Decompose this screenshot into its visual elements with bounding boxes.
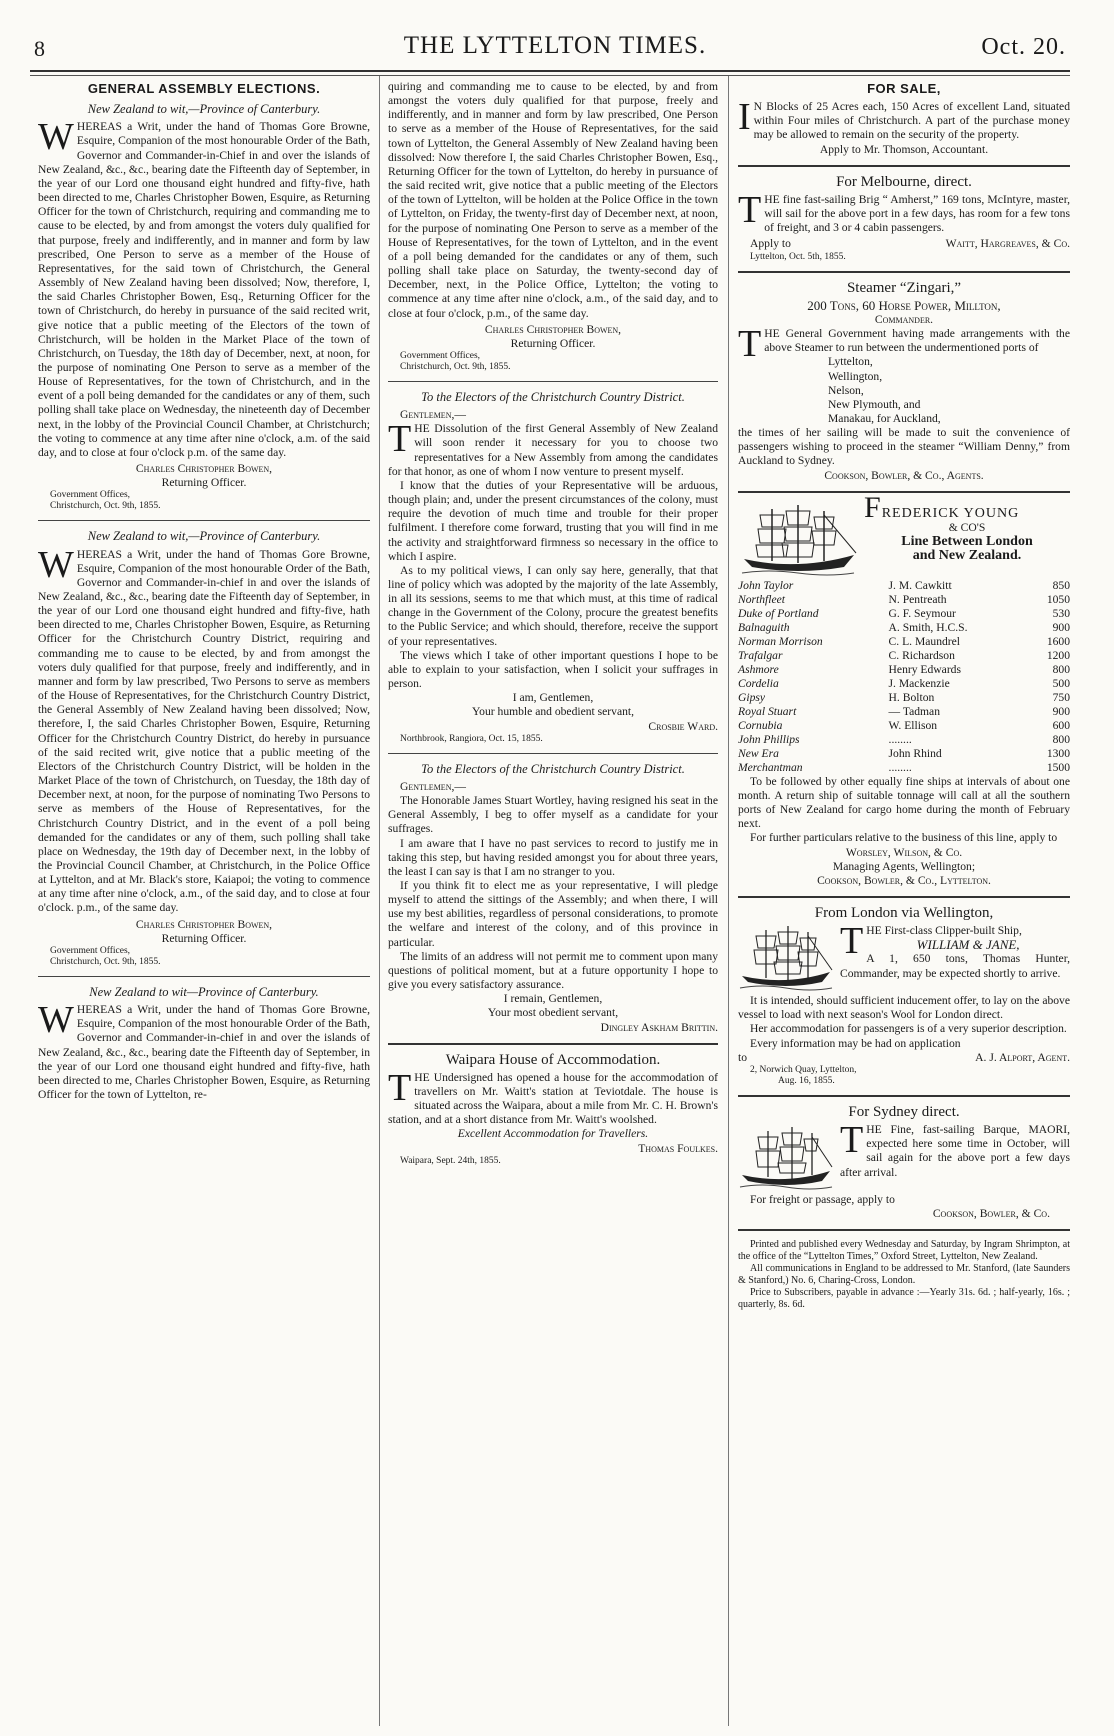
ad-body: N Blocks of 25 Acres each, 150 Acres of excellent Land, situated within Four miles of Christchurch. A part of the purchase money may be allowed to remain on the security of the property. — [753, 100, 1070, 142]
paragraph: For freight or passage, apply to — [750, 1193, 895, 1207]
table-row — [738, 719, 1070, 733]
ship-name: Northfleet — [738, 592, 786, 606]
ship-name: New Era — [738, 746, 779, 760]
ship-name: Duke of Portland — [738, 606, 819, 620]
ad-heading: For Melbourne, direct. — [836, 173, 972, 190]
closing: I remain, Gentlemen, — [503, 992, 603, 1006]
ship-master: J. M. Cawkitt — [888, 578, 952, 592]
divider — [738, 271, 1070, 273]
paragraph: For further particulars relative to the business of this line, apply to — [750, 831, 1058, 845]
ad-heading: REDERICK YOUNG — [881, 505, 1020, 521]
divider — [738, 491, 1070, 493]
paragraph: Her accommodation for passengers is of a very superior description. — [750, 1022, 1067, 1036]
ship-name: Gipsy — [738, 690, 766, 704]
ship-master: H. Bolton — [888, 690, 935, 704]
ship-list — [738, 579, 1070, 775]
drop-cap: T — [840, 920, 864, 963]
ad-sydney — [738, 1105, 1070, 1221]
column-divider — [379, 76, 380, 1726]
dateline: Northbrook, Rangiora, Oct. 15, 1855. — [400, 733, 543, 744]
table-row — [738, 747, 1070, 761]
paragraph: If you think fit to elect me as your representative, I will pledge myself to attend the sittings of the Assembly; and when there, I will use my best abilities, regardless of personal considerations, to promote the welfare and interest of the colony, and of this province in particular. — [388, 878, 718, 949]
notice-body: HEREAS a Writ, under the hand of Thomas Gore Browne, Esquire, Companion of the most honourable Order of the Bath, Governor and Commander-in-chief in and over the islands of New Zealand, &c., &c., bearing date the Fifteenth day of September, in the year of our Lord one thousand eight hundred and fifty-five, hath been directed to me, Charles Christopher Bowen, Esquire, as Returning Officer for the town of Lyttelton, re- — [38, 1003, 370, 1101]
paragraph: The Honorable James Stuart Wortley, having resigned his seat in the General Assembly, I beg to offer myself as a candidate for your suffrages. — [388, 794, 718, 836]
address-heading: To the Electors of the Christchurch Country District. — [421, 389, 685, 404]
ad-heading: and New Zealand. — [912, 548, 1022, 564]
ship-name: Trafalgar — [738, 648, 783, 662]
ship-tons: 500 — [1052, 676, 1070, 690]
ad-agents: Cookson, Bowler, & Co., Agents. — [824, 468, 984, 482]
ship-master: ........ — [888, 732, 912, 746]
ship-tons: 850 — [1052, 578, 1070, 592]
ship-master: ........ — [888, 760, 912, 774]
notice-subheading: New Zealand to wit,—Province of Canterbury. — [87, 102, 321, 117]
ad-body: HE Fine, fast-sailing Barque, MAORI, expected here some time in October, will sail again for the above port a few days after arrival. — [840, 1123, 1070, 1179]
table-row — [738, 579, 1070, 593]
ship-tons: 530 — [1052, 606, 1070, 620]
ship-master: C. Richardson — [888, 648, 955, 662]
table-row — [738, 733, 1070, 747]
paragraph: The limits of an address will not permit me to comment upon many questions of political moment, but at a future opportunity I hope to give you every satisfactory assurance. — [388, 949, 718, 992]
ad-body: HE fine fast-sailing Brig “ Amherst,” 169 tons, McIntyre, master, will sail for the above port in a few days, has room for a few tons of freight, and 3 or 4 cabin passengers. — [764, 192, 1070, 235]
dateline: Lyttelton, Oct. 5th, 1855. — [750, 251, 846, 262]
signature-title: Returning Officer. — [161, 476, 247, 490]
divider — [388, 753, 718, 754]
ad-body: HE General Government having made arrangements with the above Steamer to run between the undermentioned ports of — [764, 327, 1070, 355]
ship-name: Cornubia — [738, 718, 783, 732]
notice-lyttelton — [38, 985, 370, 1102]
table-row — [738, 761, 1070, 775]
ship-tons: 600 — [1052, 718, 1070, 732]
ship-tons: 1050 — [1046, 592, 1070, 606]
ad-body: HE Undersigned has opened a house for the accommodation of travellers on Mr. Waitt's station at Teviotdale. The house is situated across the Waipara, about a mile from Mr. C. H. Brown's station, and at a short distance from Mr. Waitt's woolshed. — [388, 1070, 718, 1127]
ship-master: G. F. Seymour — [888, 606, 956, 620]
ship-master: Henry Edwards — [888, 662, 961, 676]
address-brittin — [388, 762, 718, 1035]
closing: Your most obedient servant, — [487, 1006, 619, 1020]
sailing-ship-icon — [738, 501, 858, 579]
address-heading: To the Electors of the Christchurch Country District. — [421, 761, 685, 776]
closing: Your humble and obedient servant, — [471, 705, 635, 719]
ship-name: Balnaguith — [738, 620, 790, 634]
ship-master: C. L. Maundrel — [888, 634, 961, 648]
table-row — [738, 607, 1070, 621]
ad-body: HE First-class Clipper-built Ship, — [866, 924, 1022, 938]
drop-cap: W — [38, 116, 74, 159]
page-number: 8 — [34, 36, 45, 61]
signature-title: Returning Officer. — [510, 336, 596, 350]
table-row — [738, 691, 1070, 705]
paragraph: It is intended, should sufficient inducement offer, to lay on the above vessel to load with next season's Wool for London direct. — [738, 994, 1070, 1022]
notice-continuation: quiring and commanding me to cause to be elected, by and from amongst the voters duly qualified for that purpose, freely and indifferently, and in manner and form by law prescribed, One Person to serve as a member of the House of Representatives, for the said town of Lyttelton, the General Assembly of New Zealand having been dissolved: Now therefore I, the said Charles Christopher Bowen, Esq., Returning Officer for the town of Lyttelton, do hereby in pursuance of the said recited writ, give notice that a public meeting of the Electors of the town of Lyttelton, will be holden at the Police Office in the town of Lyttelton, on Friday, the twenty-first day of December next, at noon, for the purpose of nominating One Person to serve as a member of the House of Representatives, for the town of Lyttelton, and in the event of a poll being demanded for the candidates or any of them, such polling shall take place on Saturday, the twenty-second day of December, next, in the Police Office, Lyttelton; the voting to commence at any time after nine o'clock, a.m., of the said day, and to close at four o'clock, p.m., of the same day. — [388, 80, 718, 320]
ad-tagline: Excellent Accommodation for Travellers. — [457, 1127, 649, 1141]
ship-tons: 1200 — [1046, 648, 1070, 662]
salutation: Gentlemen,— — [400, 408, 466, 422]
agent-name: A. J. Alport, Agent. — [975, 1050, 1070, 1064]
signature-name: Charles Christopher Bowen, — [135, 462, 273, 476]
ship-master: John Rhind — [888, 746, 942, 760]
issue-date: Oct. 20. — [981, 34, 1066, 60]
port: New Plymouth, and — [828, 397, 921, 411]
salutation: Gentlemen,— — [400, 779, 466, 793]
drop-cap: I — [738, 96, 751, 139]
table-row — [738, 705, 1070, 719]
paragraph: The views which I take of other important questions I hope to be able to explain to your satisfaction, when I solicit your suffrages in person. — [388, 648, 718, 691]
sailing-ship-icon — [738, 924, 834, 994]
drop-cap: T — [388, 418, 412, 461]
signature-title: Returning Officer. — [161, 931, 247, 945]
agent-detail: Managing Agents, Wellington; — [832, 859, 976, 873]
port: Manakau, for Auckland, — [828, 411, 941, 425]
notice-body: HEREAS a Writ, under the hand of Thomas Gore Browne, Esquire, Companion of the most honourable Order of the Bath, Governor and Commander-in-chief in and over the islands of New Zealand, &c., &c., bearing date the Fifteenth day of September, in the year of our Lord one thousand eight hundred and fifty-five, hath been directed to me, Charles Christopher Bowen, Esquire, as Returning Officer for the Christchurch Country District, requiring and commanding me to cause to be elected, by and from amongst the voters duly qualified for that purpose, freely and indifferently, and in manner and form by law prescribed, Two Persons to serve as members of the House of Representatives, for the Christchurch Country District, the General Assembly of New Zealand having been dissolved; Now, therefore, I, the said Charles Christopher Bowen, Esquire, Returning Officer for the Christchurch Country District, do hereby in pursuance of the said recited writ, give notice that a public meeting of the Electors of the Christchurch Country District, will be holden in the Market Place of the town of Christchurch, on Tuesday, the 18th day of December next, at noon, for the purpose of nominating Two Persons to serve as members of the House of Representatives, for the Christchurch Country District, and in the event of a poll being demanded for the candidates or any of them, such polling shall take place on Wednesday, the 19th day of December next, in the lobby of the Provincial Council Chamber, at Christchurch, in the Police Office at Lyttelton, and at Mr. Black's store, Kaiapoi; the voting to commence at any time after nine o'clock, a.m., of the said day, and to close at four o'clock. p.m., of the same day. — [38, 547, 370, 915]
port: Wellington, — [828, 369, 883, 383]
ad-heading: Line Between London — [901, 534, 1033, 550]
drop-cap: T — [388, 1066, 412, 1109]
table-row — [738, 635, 1070, 649]
ship-tons: 1500 — [1046, 760, 1070, 774]
paragraph: I am aware that I have no past services to record to justify me in taking this step, but having resided amongst you for about three years, the least I can say is that I am no stranger to you. — [388, 836, 718, 878]
printer-imprint — [738, 1239, 1070, 1311]
ad-heading: Waipara House of Accommodation. — [445, 1051, 661, 1068]
ad-waipara — [388, 1053, 718, 1167]
dateline-date: Christchurch, Oct. 9th, 1855. — [50, 501, 161, 512]
ad-william-jane — [738, 906, 1070, 1087]
dateline-place: Government Offices, — [400, 350, 481, 361]
divider — [38, 976, 370, 977]
ad-zingari — [738, 281, 1070, 483]
ship-name: Norman Morrison — [738, 634, 823, 648]
ad-body: the times of her sailing will be made to suit the convenience of passengers wishing to proceed in the steamer “William Denny,” from Auckland to Sydney. — [738, 426, 1070, 468]
ship-name: John Taylor — [738, 578, 794, 592]
paragraph: As to my political views, I can only say here, generally, that that line of policy which was adopted by the majority of the late Assembly, in all its sessions, seems to me that which must, at this time of radical change in the Government of the Colony, procure the greatest benefits to the Public Service; and which should, therefore, receive the support of your representatives. — [388, 563, 718, 648]
signature-name: Charles Christopher Bowen, — [135, 917, 273, 931]
ad-heading: From London via Wellington, — [814, 905, 994, 921]
paragraph: Every information may be had on application — [750, 1036, 961, 1050]
ad-melbourne — [738, 175, 1070, 263]
port: Lyttelton, — [828, 355, 873, 369]
paragraph: I know that the duties of your Representative will be arduous, though plain; and, under the present circumstances of the colony, must require the devotion of much time and trouble for their proper fulfilment. I therefore come forward, trusting that you will find in me the activity and straightforward firmness so necessary in the office to which I aspire. — [388, 478, 718, 563]
dateline-place: Government Offices, — [50, 945, 131, 956]
divider — [738, 165, 1070, 167]
ad-heading: & CO'S — [948, 520, 986, 534]
divider — [38, 520, 370, 521]
author-name: Crosbie Ward. — [648, 719, 718, 733]
dateline-date: Christchurch, Oct. 9th, 1855. — [400, 361, 511, 372]
ship-tons: 900 — [1052, 704, 1070, 718]
ship-name: Merchantman — [738, 760, 803, 774]
divider — [738, 1229, 1070, 1231]
ad-frederick-young — [738, 490, 1070, 888]
dateline: 2, Norwich Quay, Lyttelton, — [750, 1064, 857, 1075]
table-row — [738, 649, 1070, 663]
ship-tons: 750 — [1052, 690, 1070, 704]
ad-body: A 1, 650 tons, Thomas Hunter, Commander, may be expected shortly to arrive. — [840, 952, 1070, 980]
imprint-line: Printed and published every Wednesday and Saturday, by Ingram Shrimpton, at the office of the “Lyttelton Times,” Oxford Street, Lyttelton, New Zealand. — [738, 1239, 1070, 1263]
divider — [388, 381, 718, 382]
drop-cap: F — [864, 490, 882, 524]
column-1 — [38, 80, 370, 1102]
table-row — [738, 663, 1070, 677]
ad-apply: Apply to Mr. Thomson, Accountant. — [819, 142, 989, 156]
ship-tons: 1600 — [1046, 634, 1070, 648]
table-row — [738, 593, 1070, 607]
ship-tons: 800 — [1052, 662, 1070, 676]
newspaper-title: THE LYTTELTON TIMES. — [403, 32, 707, 59]
imprint-line: Price to Subscribers, payable in advance :—Yearly 31s. 6d. ; half-yearly, 16s. ; quarterly, 8s. 6d. — [738, 1287, 1070, 1311]
apply-label: to — [738, 1050, 748, 1064]
divider — [388, 1043, 718, 1045]
divider — [738, 1095, 1070, 1097]
ship-tons: 1300 — [1046, 746, 1070, 760]
agent-name: Worsley, Wilson, & Co. — [845, 845, 963, 859]
column-2 — [388, 80, 718, 1167]
dateline-place: Government Offices, — [50, 490, 131, 501]
ship-master: W. Ellison — [888, 718, 938, 732]
drop-cap: T — [738, 188, 762, 231]
ship-name: Ashmore — [738, 662, 779, 676]
ports-list — [828, 355, 1070, 426]
dateline-date: Christchurch, Oct. 9th, 1855. — [50, 956, 161, 967]
notice-body: HEREAS a Writ, under the hand of Thomas Gore Browne, Esquire, Companion of the most honourable Order of the Bath, Governor and Commander-in-Chief in and over the islands of New Zealand, &c., &c., bearing date the Fifteenth day of September, in the year of our Lord one thousand eight hundred and fifty-five, hath been directed to me, Charles Christopher Bowen, Esquire, as Returning Officer for the town of Christchurch, requiring and commanding me to cause to be elected, by and from amongst the voters duly qualified for that purpose, freely and indifferently, and in manner and form by law prescribed, One Person to serve as a member of the House of Representatives, for the said town of Christchurch, the General Assembly of New Zealand having been dissolved; Now, therefore, I, the said Charles Christopher Bowen, Esq., Returning Officer for the town of Christchurch, do hereby in pursuance of the said recited writ, give notice that a public meeting of the Electors of the town of Christchurch, will be holden in the Market Place of the town of Christchurch, on Tuesday, the 18th day of December, next, at noon, for the purpose of nominating One Person to serve as a member of the House of Representatives, for the town of Christchurch, and in the event of a poll being demanded for the candidates or any of them, such polling shall take place on Wednesday, the nineteenth day of December next, in the lobby of the Provincial Council Chamber, at Christchurch; the voting to commence at any time after nine o'clock, a.m. of the said day, and to close at four o'clock p.m. of the same day. — [38, 120, 370, 459]
ship-master: J. Mackenzie — [888, 676, 950, 690]
table-row — [738, 621, 1070, 635]
ship-name: Cordelia — [738, 676, 779, 690]
column-3 — [738, 80, 1070, 1311]
drop-cap: W — [38, 999, 74, 1042]
ad-for-sale — [738, 82, 1070, 157]
divider — [738, 896, 1070, 898]
drop-cap: W — [38, 543, 74, 586]
drop-cap: T — [738, 323, 762, 366]
author-name: Dingley Askham Brittin. — [600, 1020, 718, 1034]
paragraph: To be followed by other equally fine ships at intervals of about one month. A return ship of suitable tonnage will call at all the southern ports of New Zealand for cargo home during the month of February next. — [738, 774, 1070, 831]
imprint-line: All communications in England to be addressed to Mr. Stanford, (late Saunders & Stanford,) No. 6, Charing-Cross, London. — [738, 1263, 1070, 1287]
masthead-rule-thin — [30, 75, 1070, 76]
ship-master: N. Pentreath — [888, 592, 947, 606]
agent-name: Cookson, Bowler, & Co., Lyttelton. — [817, 873, 991, 887]
drop-cap: T — [840, 1119, 864, 1162]
masthead-rule — [30, 70, 1070, 72]
ship-tons: 800 — [1052, 732, 1070, 746]
sailing-ship-icon — [738, 1123, 834, 1193]
address-crosbie-ward — [388, 390, 718, 745]
ship-name: WILLIAM & JANE, — [916, 937, 1020, 953]
section-heading: GENERAL ASSEMBLY ELECTIONS. — [87, 81, 321, 96]
signature-name: Charles Christopher Bowen, — [484, 322, 622, 336]
ad-subheading: 200 Tons, 60 Horse Power, Millton, — [807, 297, 1001, 313]
port: Nelson, — [828, 383, 864, 397]
ad-heading: FOR SALE, — [867, 81, 941, 96]
closing: I am, Gentlemen, — [512, 691, 594, 705]
notice-christchurch — [38, 102, 370, 512]
ad-heading: For Sydney direct. — [848, 1103, 960, 1120]
agent-name: Waitt, Hargreaves, & Co. — [945, 237, 1070, 251]
table-row — [738, 677, 1070, 691]
apply-label: Apply to — [750, 237, 791, 251]
ad-signature: Thomas Foulkes. — [638, 1141, 718, 1155]
ad-heading: Steamer “Zingari,” — [846, 279, 962, 296]
ship-tons: 900 — [1052, 620, 1070, 634]
notice-subheading: New Zealand to wit—Province of Canterbury. — [89, 984, 319, 999]
ship-master: A. Smith, H.C.S. — [888, 620, 968, 634]
agent-name: Cookson, Bowler, & Co. — [932, 1207, 1050, 1221]
ad-subheading: Commander. — [874, 312, 934, 326]
dateline: Waipara, Sept. 24th, 1855. — [400, 1155, 501, 1166]
notice-country-district — [38, 529, 370, 968]
notice-subheading: New Zealand to wit,—Province of Canterbury. — [87, 529, 321, 544]
paragraph: HE Dissolution of the first General Assembly of New Zealand will soon render it necessary for you to choose two representatives for a New Assembly from among the candidates for that honor, as one of whom I now venture to present myself. — [388, 422, 718, 478]
masthead — [30, 26, 1080, 60]
column-divider — [728, 76, 729, 1726]
ship-name: Royal Stuart — [738, 704, 797, 718]
ship-master: — Tadman — [888, 704, 941, 718]
ship-name: John Phillips — [738, 732, 800, 746]
dateline: Aug. 16, 1855. — [778, 1075, 835, 1086]
